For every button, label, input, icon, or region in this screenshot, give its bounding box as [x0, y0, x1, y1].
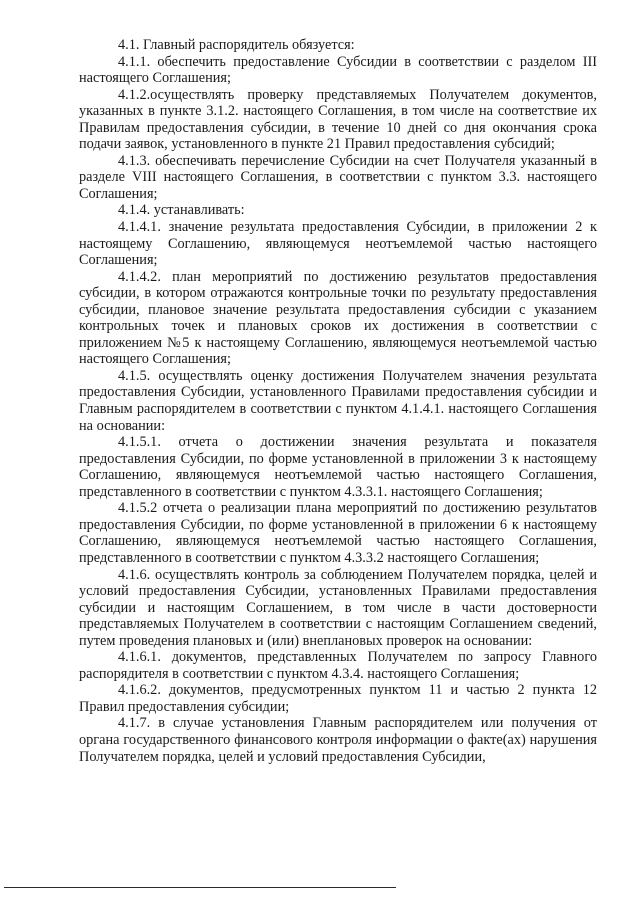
paragraph-4-1-1: 4.1.1. обеспечить предоставление Субсидии в соответствии с разделом III настоящего Соглашения;	[79, 53, 597, 87]
paragraph-4-1-7: 4.1.7. в случае установления Главным распорядителем или получения от органа государственного финансового контроля информации о факте(ах) нарушения Получателем порядка, целей и условий предоставления Субсидии,	[79, 715, 597, 765]
paragraph-4-1-5-2: 4.1.5.2 отчета о реализации плана мероприятий по достижению результатов предоставления Субсидии, по форме установленной в приложении 6 к настоящему Соглашению, являющемуся неотъемлемой частью настоящего Соглашения, представленного в соответствии с пунктом 4.3.3.2 настоящего Соглашения;	[79, 500, 597, 566]
paragraph-4-1-4: 4.1.4. устанавливать:	[118, 202, 245, 219]
paragraph-4-1: 4.1. Главный распорядитель обязуется:	[118, 37, 355, 53]
paragraph-4-1-6: 4.1.6. осуществлять контроль за соблюдением Получателем порядка, целей и условий предоставления Субсидии, установленных Правилами предоставления субсидии и настоящим Соглашением, в том числе в части достоверности представляемых Получателем в соответствии с настоящим Соглашением сведений, путем проведения плановых и (или) внеплановых проверок на основании:	[79, 566, 597, 649]
document-body	[79, 37, 597, 765]
paragraph-4-1-6-2: 4.1.6.2. документов, предусмотренных пунктом 11 и частью 2 пункта 12 Правил предоставления субсидии;	[79, 682, 597, 715]
paragraph-4-1-4-1: 4.1.4.1. значение результата предоставления Субсидии, в приложении 2 к настоящему Соглашению, являющемуся неотъемлемой частью настоящего Соглашения;	[79, 219, 597, 269]
paragraph-4-1-3: 4.1.3. обеспечивать перечисление Субсидии на счет Получателя указанный в разделе VIII настоящего Соглашения, в соответствии с пунктом 3.3. настоящего Соглашения;	[79, 152, 597, 202]
paragraph-4-1-4-2: 4.1.4.2. план мероприятий по достижению результатов предоставления субсидии, в котором отражаются контрольные точки по результату предоставления субсидии, плановое значение результата предоставления субсидии с указанием контрольных точек и плановых сроков их достижения в соответствии с приложением №5 к настоящему Соглашению, являющемуся неотъемлемой частью настоящего Соглашения;	[79, 268, 597, 368]
paragraph-4-1-6-1: 4.1.6.1. документов, представленных Получателем по запросу Главного распорядителя в соответствии с пунктом 4.3.4. настоящего Соглашения;	[79, 649, 597, 682]
paragraph-4-1-5-1: 4.1.5.1. отчета о достижении значения результата и показателя предоставления Субсидии, по форме установленной в приложении 3 к настоящему Соглашению, являющемуся неотъемлемой частью настоящего Соглашения, представленного в соответствии с пунктом 4.3.3.1. настоящего Соглашения;	[79, 434, 597, 500]
footer-separator-line	[4, 887, 396, 888]
paragraph-4-1-5: 4.1.5. осуществлять оценку достижения Получателем значения результата предоставления Субсидии, установленного Правилами предоставления субсидии и Главным распорядителем в соответствии с пунктом 4.1.4.1. настоящего Соглашения на основании:	[79, 367, 597, 434]
paragraph-4-1-2: 4.1.2.осуществлять проверку представляемых Получателем документов, указанных в пункте 3.1.2. настоящего Соглашения, в том числе на соответствие их Правилам предоставления субсидии, в течение 10 дней со дня окончания срока подачи заявок, установленного в пункте 21 Правил предоставления субсидий;	[79, 86, 597, 153]
